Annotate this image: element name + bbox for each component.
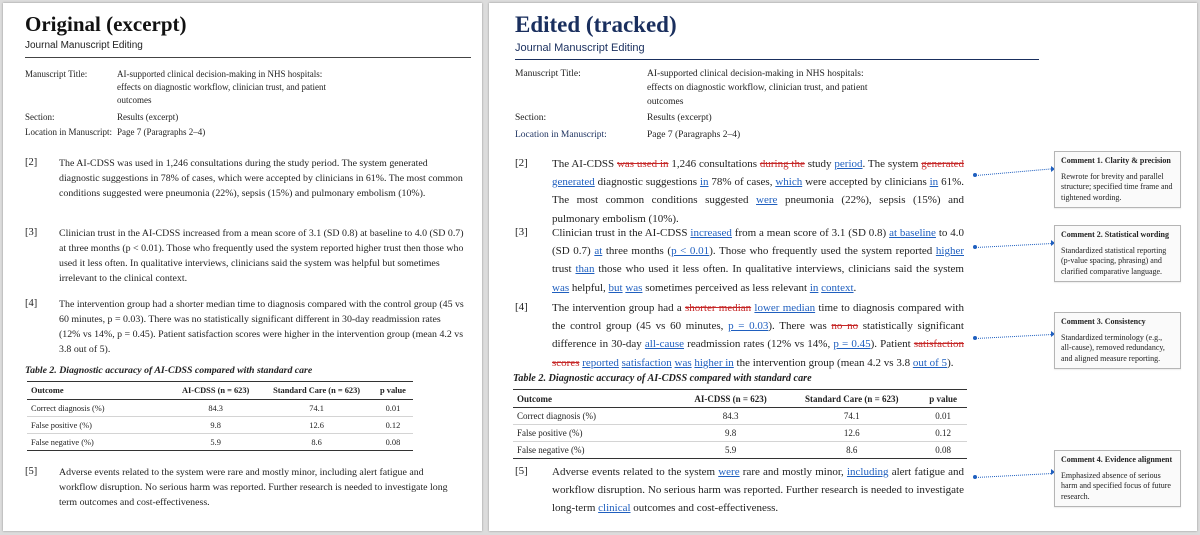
table-header: Standard Care (n = 623) (784, 390, 919, 408)
table-cell: 74.1 (260, 400, 373, 417)
meta-value-section: Results (excerpt) (647, 113, 712, 123)
paragraph-text: time to diagnosis compared with the control group (45 vs 60 minutes, (552, 302, 964, 333)
paragraph-2: The AI-CDSS was used in 1,246 consultations during the study period. The system generated diagnostic suggestions in 78% of cases, which were accepted by clinicians in 61%. The most common conditions suggested were pneumonia (22%), sepsis (15%) and pulmonary embolism (10%). (59, 158, 463, 199)
table-cell: 8.6 (260, 434, 373, 451)
tracked-insertion[interactable]: context (821, 281, 854, 294)
table-header: AI-CDSS (n = 623) (171, 382, 260, 400)
comment-box[interactable] (1054, 151, 1181, 208)
title-rule (25, 57, 471, 58)
title-rule (515, 59, 1039, 60)
table-row (513, 425, 967, 442)
tracked-insertion[interactable]: all-cause (644, 338, 685, 351)
comment-connector (976, 334, 1051, 339)
table-cell: 9.8 (171, 417, 260, 434)
comment-title: Comment 2. Statistical wording (1061, 230, 1169, 239)
paragraph-text: Adverse events related to the system (552, 466, 719, 478)
tracked-insertion[interactable]: higher in (694, 356, 734, 369)
paragraph-text: ). There was (768, 320, 832, 333)
meta-label-location: Location in Manuscript: (515, 130, 607, 140)
tracked-insertion[interactable]: p = 0.03 (728, 320, 769, 333)
tracked-insertion[interactable]: p = 0.45 (833, 338, 871, 351)
tracked-insertion[interactable]: p < 0.01 (671, 245, 710, 258)
table-cell: 5.9 (171, 434, 260, 451)
table-cell: 0.12 (919, 425, 967, 442)
tracked-insertion[interactable]: was (552, 281, 570, 294)
table-cell: 74.1 (784, 408, 919, 425)
paragraph-3: Clinician trust in the AI-CDSS increased from a mean score of 3.1 (SD 0.8) at baseline to 4.0 (SD 0.7) at three months (p < 0.01). Those who frequently used the system reported higher trust then those who used it less often. In qualitative interviews, clinicians said the system was helpful but sometimes irrelevant to the clinical context. (59, 228, 464, 284)
paragraph-text: trust (552, 263, 576, 276)
paragraph-text: The intervention group had a (552, 302, 685, 314)
paragraph-text: were accepted by clinicians (802, 176, 930, 189)
table-header: Outcome (513, 390, 677, 408)
paragraph-text: those who used it less often. In qualitative interviews, clinicians said the system (594, 263, 964, 276)
table-cell: 12.6 (784, 425, 919, 442)
paragraph-5 (552, 463, 964, 518)
tracked-insertion[interactable]: in (929, 176, 939, 189)
edited-page (489, 3, 1197, 531)
tracked-insertion[interactable]: increased (690, 227, 732, 239)
tracked-insertion[interactable]: satisfaction (621, 356, 672, 369)
table-header: AI-CDSS (n = 623) (677, 390, 784, 408)
meta-value-title: AI-supported clinical decision-making in NHS hospitals: effects on diagnostic workflow, clinician trust, and patient outcomes (117, 69, 326, 105)
tracked-insertion[interactable]: were (718, 466, 740, 478)
tracked-insertion[interactable]: but (608, 281, 623, 294)
table-cell: 0.01 (919, 408, 967, 425)
tracked-deletion[interactable]: generated (921, 158, 965, 170)
tracked-deletion[interactable]: no no (831, 320, 859, 333)
paragraph-number: [5] (515, 465, 528, 477)
table-row (513, 408, 967, 425)
tracked-insertion[interactable]: in (699, 176, 709, 189)
comment-box[interactable] (1054, 225, 1181, 282)
tracked-insertion[interactable]: at baseline (889, 227, 936, 239)
table-header: p value (919, 390, 967, 408)
tracked-insertion[interactable]: higher (935, 245, 964, 258)
meta-label-title: Manuscript Title: (25, 69, 88, 79)
paragraph-text: 1,246 consultations (668, 158, 760, 170)
table-cell: 8.6 (784, 442, 919, 459)
meta-value-location: Page 7 (Paragraphs 2–4) (647, 130, 741, 140)
paragraph-text: the intervention group (mean 4.2 vs 3.8 (733, 356, 913, 369)
table-caption: Table 2. Diagnostic accuracy of AI-CDSS compared with standard care (25, 365, 313, 376)
table-cell: 0.08 (919, 442, 967, 459)
tracked-deletion[interactable]: was used in (616, 158, 669, 170)
page-title: Original (excerpt) (25, 12, 187, 36)
table-cell: 0.12 (373, 417, 413, 434)
comment-connector (976, 168, 1051, 176)
tracked-insertion[interactable]: was (625, 281, 643, 294)
original-page (3, 3, 482, 531)
meta-label-section: Section: (25, 112, 55, 122)
table-header: Outcome (27, 382, 171, 400)
tracked-insertion[interactable]: generated (552, 176, 595, 189)
tracked-insertion[interactable]: was (674, 356, 692, 369)
comment-title: Comment 4. Evidence alignment (1061, 455, 1173, 464)
meta-value-title: AI-supported clinical decision-making in NHS hospitals: effects on diagnostic workflow, clinician trust, and patient outcomes (647, 69, 868, 107)
table-header: p value (373, 382, 413, 400)
table-cell: False positive (%) (513, 425, 677, 442)
meta-value-section: Results (excerpt) (117, 112, 179, 122)
paragraph-text: to 4.0 (SD 0.7) (552, 227, 964, 258)
comment-text: Rewrote for brevity and parallel structure; specified time frame and tightened wording. (1061, 171, 1173, 202)
meta-label-title: Manuscript Title: (515, 69, 581, 79)
meta-label-location: Location in Manuscript: (25, 127, 112, 137)
tracked-insertion[interactable]: including (846, 466, 889, 478)
paragraph-text: Clinician trust in the AI-CDSS (552, 227, 691, 239)
paragraph-text: rare and mostly minor, (739, 466, 847, 478)
paragraph-text: alert fatigue and workflow disruption. No serious harm was reported. Further research is needed to investigate long-term (552, 466, 964, 515)
meta-label-section: Section: (515, 113, 547, 123)
paragraph-text: readmission rates (12% vs 14%, (684, 338, 834, 351)
paragraph-text: ). (947, 356, 954, 369)
table-cell: False positive (%) (27, 417, 171, 434)
tracked-insertion[interactable]: in (809, 281, 819, 294)
page-title: Edited (tracked) (515, 12, 677, 37)
table-cell: 0.01 (373, 400, 413, 417)
table-row (27, 417, 413, 434)
meta-value-location: Page 7 (Paragraphs 2–4) (117, 127, 206, 137)
table-caption: Table 2. Diagnostic accuracy of AI-CDSS compared with standard care (513, 373, 812, 384)
comment-connector (976, 473, 1051, 478)
table-cell: 9.8 (677, 425, 784, 442)
table-row (27, 434, 413, 451)
paragraph-text: . The system (862, 158, 922, 170)
tracked-deletion[interactable]: shorter median (684, 302, 752, 314)
table-cell: 12.6 (260, 417, 373, 434)
paragraph-text: sometimes perceived as less relevant (642, 281, 810, 294)
table-header-row (27, 382, 413, 400)
paragraph-text: 78% of cases, (708, 176, 776, 189)
table-cell: 0.08 (373, 434, 413, 451)
comment-box[interactable] (1054, 450, 1181, 507)
tracked-insertion[interactable]: reported (582, 356, 619, 369)
comment-title: Comment 1. Clarity & precision (1061, 156, 1171, 165)
paragraph-text: The AI-CDSS (552, 158, 617, 170)
table-cell: 84.3 (171, 400, 260, 417)
paragraph-2 (552, 155, 964, 228)
tracked-insertion[interactable]: lower median (754, 302, 816, 314)
table-cell: 5.9 (677, 442, 784, 459)
paragraph-4: The intervention group had a shorter median time to diagnosis compared with the control group (45 vs 60 minutes, p = 0.03). There was no statistically significant different in 30-day readmission rates (12% vs 14%, p = 0.45). Patient satisfaction scores were higher in the intervention group (mean 4.2 vs 3.8 out of 5). (59, 299, 464, 355)
paragraph-number: [2] (25, 157, 38, 168)
table-row (513, 442, 967, 459)
tracked-insertion[interactable]: period (834, 158, 863, 170)
tracked-deletion[interactable]: satisfaction scores (552, 338, 964, 369)
paragraph-4 (552, 299, 964, 372)
paragraph-number: [2] (515, 157, 528, 169)
comment-box[interactable] (1054, 312, 1181, 369)
table-header: Standard Care (n = 623) (260, 382, 373, 400)
table-header-row (513, 390, 967, 408)
paragraph-text: outcomes and cost-effectiveness. (630, 502, 779, 515)
paragraph-text: pneumonia (22%), sepsis (15%) and pulmonary embolism (10%). (552, 194, 964, 225)
tracked-insertion[interactable]: were (756, 194, 778, 207)
page-subtitle: Journal Manuscript Editing (25, 40, 143, 51)
paragraph-3 (552, 224, 964, 297)
comment-text: Emphasized absence of serious harm and specified focus of future research. (1061, 470, 1171, 501)
paragraph-number: [3] (25, 227, 38, 238)
table-cell: False negative (%) (27, 434, 171, 451)
comment-text: Standardized statistical reporting (p-value spacing, phrasing) and clarified comparative language. (1061, 245, 1167, 276)
table-cell: Correct diagnosis (%) (27, 400, 171, 417)
tracked-insertion[interactable]: out of 5 (912, 356, 948, 369)
paragraph-text: 61%. The most common conditions suggested (552, 176, 964, 207)
table-cell: Correct diagnosis (%) (513, 408, 677, 425)
paragraph-number: [5] (25, 466, 38, 477)
comment-title: Comment 3. Consistency (1061, 317, 1146, 326)
paragraph-text: from a mean score of 3.1 (SD 0.8) (731, 227, 890, 239)
paragraph-number: [4] (25, 298, 38, 309)
table-row (27, 400, 413, 417)
paragraph-text: statistically significant difference in 30-day (552, 320, 964, 351)
page-subtitle: Journal Manuscript Editing (515, 42, 645, 54)
paragraph-5: Adverse events related to the system were rare and mostly minor, including alert fatigue and workflow disruption. No serious harm was reported. Further research is needed to investigate long term outcomes and cost-effectiveness. (59, 467, 448, 508)
paragraph-text: helpful, (569, 281, 609, 294)
comment-connector (976, 243, 1051, 248)
table-cell: False negative (%) (513, 442, 677, 459)
data-table (513, 389, 967, 459)
paragraph-text: ). Patient (870, 338, 914, 351)
tracked-insertion[interactable]: which (775, 176, 803, 189)
table-cell: 84.3 (677, 408, 784, 425)
paragraph-number: [3] (515, 226, 528, 238)
paragraph-text: three months ( (602, 245, 672, 258)
tracked-insertion[interactable]: at (594, 245, 603, 258)
paragraph-text: study (804, 158, 835, 170)
comment-text: Standardized terminology (e.g., all-cause), removed redundancy, and aligned measure reporting. (1061, 332, 1165, 363)
paragraph-text: diagnostic suggestions (594, 176, 700, 189)
data-table (27, 381, 413, 451)
paragraph-text: ). Those who frequently used the system reported (709, 245, 936, 258)
tracked-deletion[interactable]: during the (759, 158, 805, 170)
paragraph-text: . (853, 281, 857, 294)
tracked-insertion[interactable]: clinical (598, 502, 631, 515)
paragraph-number: [4] (515, 301, 528, 313)
tracked-insertion[interactable]: than (575, 263, 595, 276)
